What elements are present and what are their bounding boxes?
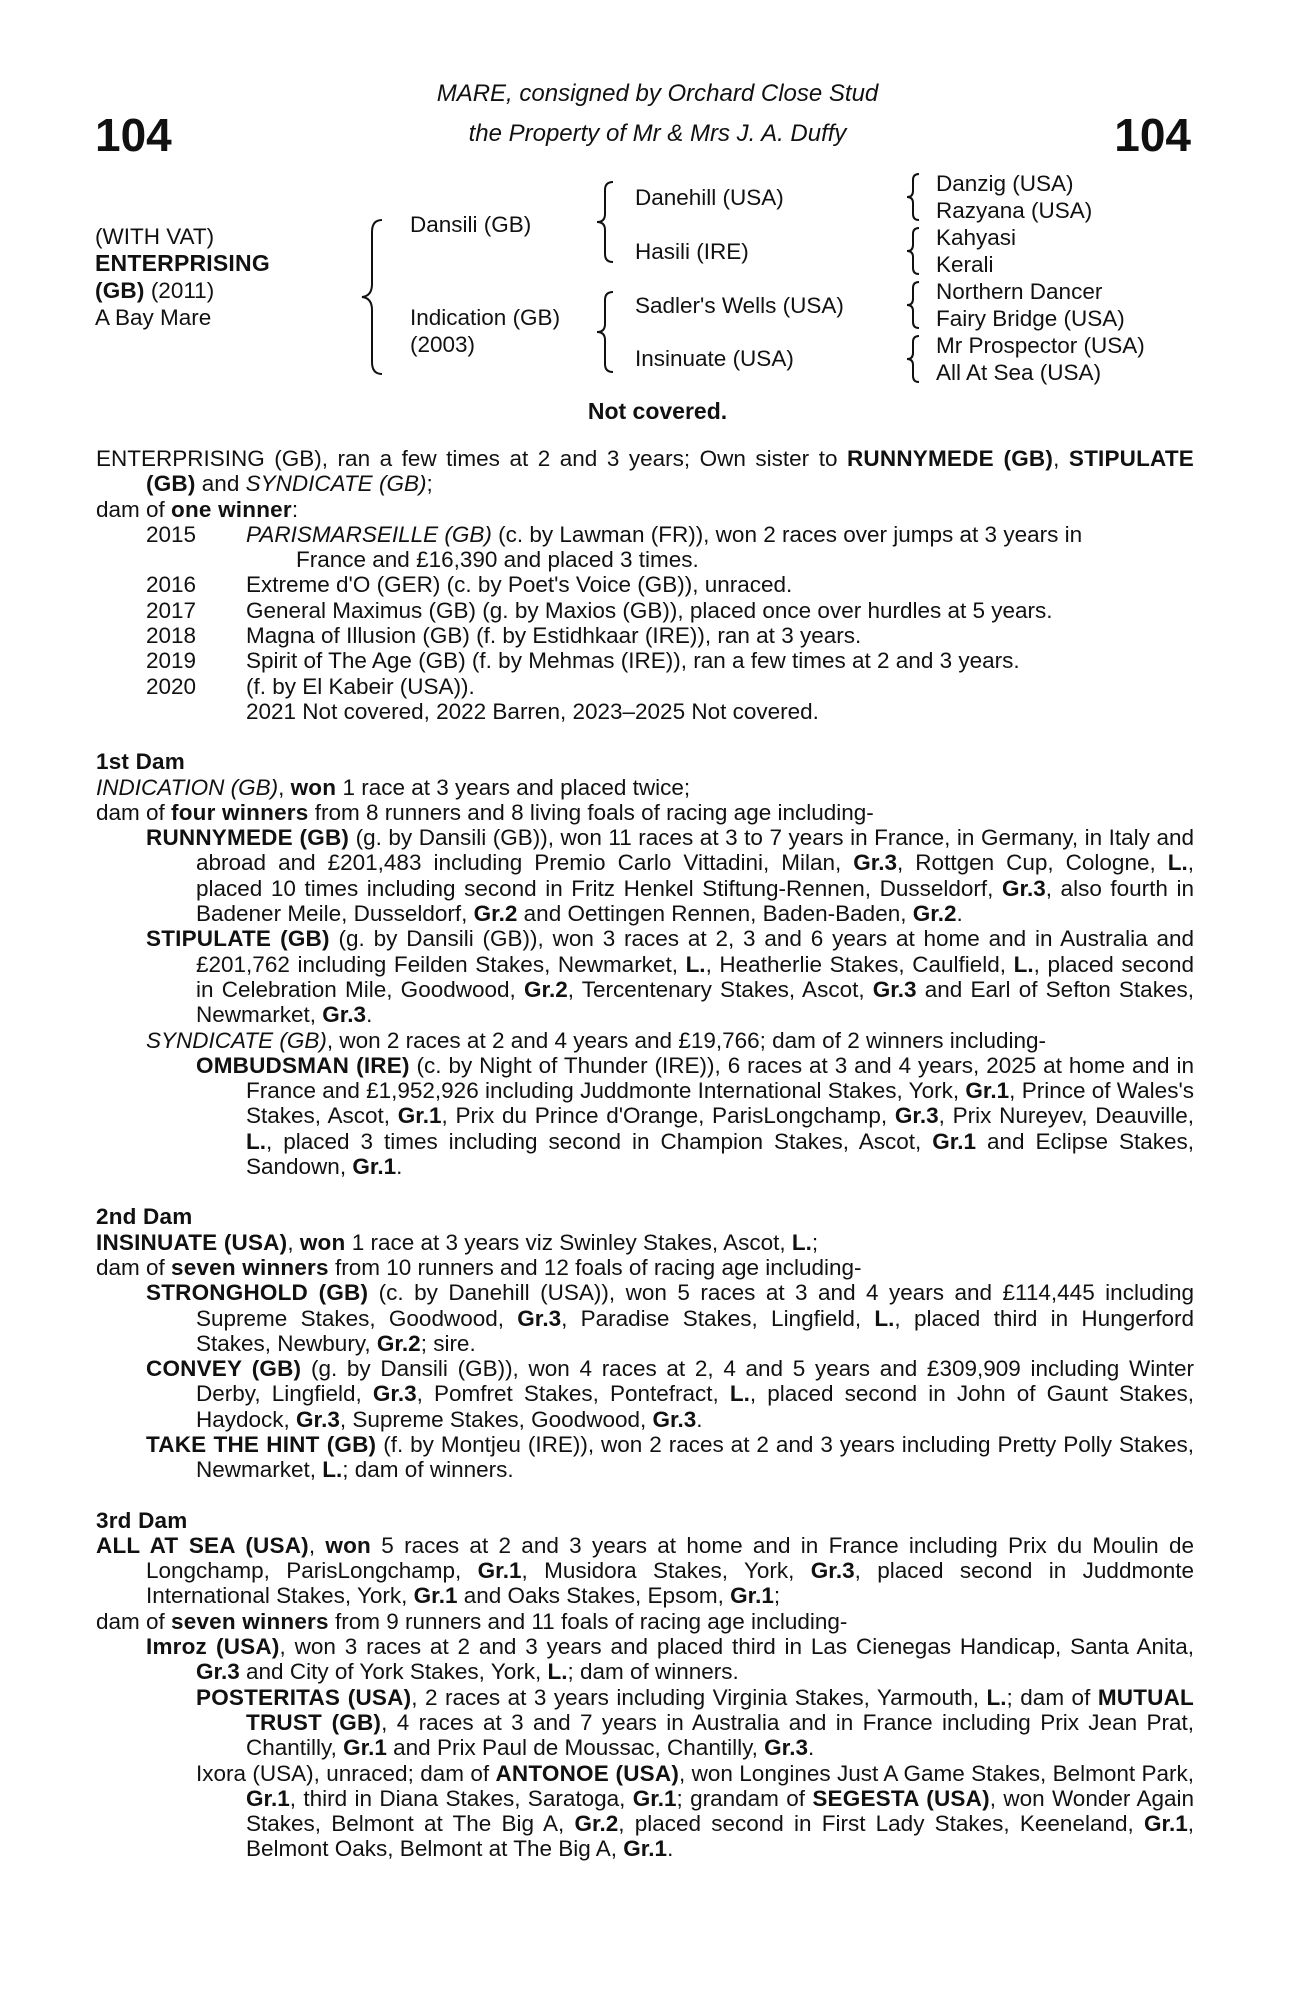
gg-dss: Northern Dancer bbox=[936, 279, 1103, 304]
dam-dam: Insinuate (USA) bbox=[635, 346, 794, 371]
produce-row: 2020 (f. by El Kabeir (USA)). bbox=[146, 673, 475, 699]
third-dam-produce: dam of seven winners from 9 runners and 11 foals of racing age including- bbox=[96, 1608, 848, 1634]
stipulate-entry: STIPULATE (GB) (g. by Dansili (GB)), won 3 races at 2, 3 and 6 years at home and in Australia and £201,762 including Feilden Stakes, Newmarket, L., Heatherlie Stakes, Caulfield, L., placed second in Celebration Mile, Goodwood, Gr.2, Tercentenary Stakes, Ascot, Gr.3 and Earl of Sefton Stakes, Newmarket, Gr.3. bbox=[146, 926, 1194, 1028]
first-dam-line: INDICATION (GB), won 1 race at 3 years and placed twice; bbox=[96, 774, 691, 800]
horse-year: (2011) bbox=[150, 278, 215, 303]
imroz-entry: Imroz (USA), won 3 races at 2 and 3 years and placed third in Las Cienegas Handicap, Santa Anita, Gr.3 and City of York Stakes, York, L.; dam of winners. bbox=[146, 1634, 1194, 1685]
produce-row: 2019 Spirit of The Age (GB) (f. by Mehmas (IRE)), ran a few times at 2 and 3 years. bbox=[146, 648, 1020, 674]
sire-dam: Hasili (IRE) bbox=[635, 239, 749, 264]
produce-row: 2017 General Maximus (GB) (g. by Maxios (GB)), placed once over hurdles at 5 years. bbox=[146, 597, 1053, 623]
dam-name: Indication (GB) bbox=[410, 305, 561, 330]
pedigree-brace-main bbox=[360, 218, 390, 376]
second-dam-heading: 2nd Dam bbox=[96, 1204, 193, 1230]
stronghold-entry: STRONGHOLD (GB) (c. by Danehill (USA)), won 5 races at 3 and 4 years and £114,445 including Supreme Stakes, Goodwood, Gr.3, Paradise Stakes, Lingfield, L., placed third in Hungerford Stakes, Newbury, Gr.2; sire. bbox=[146, 1280, 1194, 1356]
produce-row: 2015 PARISMARSEILLE (GB) (c. by Lawman (FR)), won 2 races over jumps at 3 years in bbox=[146, 521, 1083, 547]
sire-sire: Danehill (USA) bbox=[635, 185, 784, 210]
sire-name: Dansili (GB) bbox=[410, 212, 532, 237]
dam-year: (2003) bbox=[410, 332, 476, 357]
pedigree-brace-sd bbox=[905, 226, 925, 276]
gg-dds: Mr Prospector (USA) bbox=[936, 333, 1145, 358]
produce-row-continued: France and £16,390 and placed 3 times. bbox=[296, 547, 699, 573]
take-the-hint-entry: TAKE THE HINT (GB) (f. by Montjeu (IRE)), won 2 races at 2 and 3 years including Pretty Polly Stakes, Newmarket, L.; dam of winners. bbox=[146, 1431, 1194, 1483]
produce-row: 2016 Extreme d'O (GER) (c. by Poet's Voice (GB)), unraced. bbox=[146, 572, 793, 598]
gg-ssd: Razyana (USA) bbox=[936, 198, 1093, 223]
pedigree-brace-ds bbox=[905, 280, 925, 330]
gg-dsd: Fairy Bridge (USA) bbox=[936, 306, 1125, 331]
racing-record-intro: ENTERPRISING (GB), ran a few times at 2 and 3 years; Own sister to RUNNYMEDE (GB), STIPULATE (GB) and SYNDICATE (GB); bbox=[96, 446, 1194, 497]
convey-entry: CONVEY (GB) (g. by Dansili (GB)), won 4 races at 2, 4 and 5 years and £309,909 including Winter Derby, Lingfield, Gr.3, Pomfret Stakes, Pontefract, L., placed second in John of Gaunt Stakes, Haydock, Gr.3, Supreme Stakes, Goodwood, Gr.3. bbox=[146, 1356, 1195, 1432]
produce-row: 2018 Magna of Illusion (GB) (f. by Estidhkaar (IRE)), ran at 3 years. bbox=[146, 623, 862, 649]
vat-note: (WITH VAT) bbox=[95, 224, 215, 249]
catalogue-body bbox=[96, 446, 1194, 1862]
property-line: the Property of Mr & Mrs J. A. Duffy bbox=[468, 120, 847, 147]
produce-summary: dam of one winner: bbox=[96, 496, 299, 522]
posteritas-entry: POSTERITAS (USA), 2 races at 3 years including Virginia Stakes, Yarmouth, L.; dam of MUTUAL TRUST (GB), 4 races at 3 and 7 years in Australia and in France including Prix Jean Prat, Chantilly, Gr.1 and Prix Paul de Moussac, Chantilly, Gr.3. bbox=[196, 1684, 1195, 1761]
horse-country: (GB) bbox=[95, 278, 145, 303]
pedigree-brace-dam bbox=[595, 290, 619, 374]
gg-sds: Kahyasi bbox=[936, 225, 1017, 250]
not-covered-note: Not covered. bbox=[587, 398, 728, 424]
horse-name: ENTERPRISING bbox=[95, 250, 270, 276]
ombudsman-entry: OMBUDSMAN (IRE) (c. by Night of Thunder (IRE)), 6 races at 3 and 4 years, 2025 at home and in France and £1,952,926 including Juddmonte International Stakes, York, Gr.1, Prince of Wales's Stakes, Ascot, Gr.1, Prix du Prince d'Orange, ParisLongchamp, Gr.3, Prix Nureyev, Deauville, L., placed 3 times including second in Champion Stakes, Ascot, Gr.1 and Eclipse Stakes, Sandown, Gr.1. bbox=[196, 1052, 1194, 1180]
gg-sss: Danzig (USA) bbox=[936, 171, 1074, 196]
pedigree-brace-ss bbox=[905, 172, 925, 222]
horse-name-suffix bbox=[95, 277, 214, 304]
dam-sire: Sadler's Wells (USA) bbox=[635, 293, 844, 318]
gg-sdd: Kerali bbox=[936, 252, 994, 277]
syndicate-entry: SYNDICATE (GB), won 2 races at 2 and 4 years and £19,766; dam of 2 winners including- bbox=[146, 1027, 1047, 1053]
horse-description: A Bay Mare bbox=[95, 305, 212, 330]
first-dam-heading: 1st Dam bbox=[96, 749, 185, 775]
first-dam-produce: dam of four winners from 8 runners and 8 living foals of racing age including- bbox=[96, 799, 874, 825]
third-dam-heading: 3rd Dam bbox=[96, 1507, 188, 1533]
third-dam-line: ALL AT SEA (USA), won 5 races at 2 and 3 years at home and in France including Prix du Moulin de Longchamp, ParisLongchamp, Gr.1, Musidora Stakes, York, Gr.3, placed second in Juddmonte International Stakes, York, Gr.1 and Oaks Stakes, Epsom, Gr.1; bbox=[96, 1532, 1194, 1609]
gg-ddd: All At Sea (USA) bbox=[936, 360, 1102, 385]
second-dam-produce: dam of seven winners from 10 runners and 12 foals of racing age including- bbox=[96, 1254, 862, 1280]
runnymede-entry: RUNNYMEDE (GB) (g. by Dansili (GB)), won 11 races at 3 to 7 years in France, in Germany, in Italy and abroad and £201,483 including Premio Carlo Vittadini, Milan, Gr.3, Rottgen Cup, Cologne, L., placed 10 times including second in Fritz Henkel Stiftung-Rennen, Dusseldorf, Gr.3, also fourth in Badener Meile, Dusseldorf, Gr.2 and Oettingen Rennen, Baden-Baden, Gr.2. bbox=[146, 825, 1195, 927]
lot-number-left: 104 bbox=[95, 109, 172, 161]
lot-number-right: 104 bbox=[1114, 109, 1191, 161]
second-dam-line: INSINUATE (USA), won 1 race at 3 years viz Swinley Stakes, Ascot, L.; bbox=[96, 1229, 819, 1255]
consignor-line: MARE, consigned by Orchard Close Stud bbox=[436, 80, 879, 107]
cover-note: 2021 Not covered, 2022 Barren, 2023–2025 Not covered. bbox=[246, 698, 819, 724]
pedigree-brace-dd bbox=[905, 334, 925, 384]
pedigree-brace-sire bbox=[595, 180, 619, 264]
ixora-entry: Ixora (USA), unraced; dam of ANTONOE (USA), won Longines Just A Game Stakes, Belmont Park, Gr.1, third in Diana Stakes, Saratoga, Gr.1; grandam of SEGESTA (USA), won Wonder Again Stakes, Belmont at The Big A, Gr.2, placed second in First Lady Stakes, Keeneland, Gr.1, Belmont Oaks, Belmont at The Big A, Gr.1. bbox=[196, 1760, 1194, 1862]
